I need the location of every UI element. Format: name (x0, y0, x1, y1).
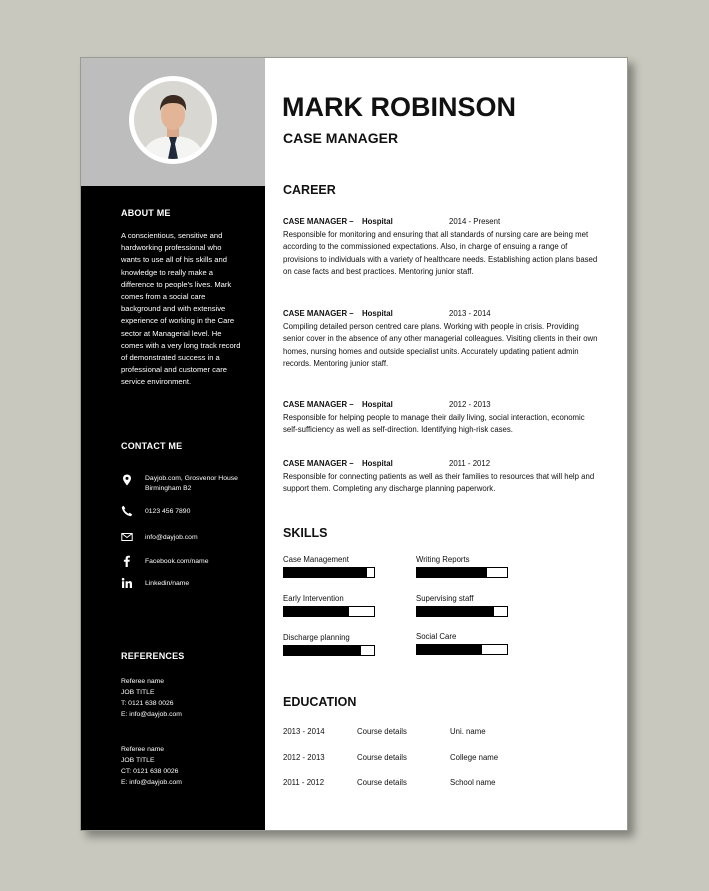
reference-item (121, 676, 182, 720)
contact-facebook (121, 555, 251, 577)
career-heading: CAREER (283, 183, 336, 197)
education-course: Course details (357, 778, 407, 787)
career-role: CASE MANAGER – (283, 459, 354, 468)
education-years: 2011 - 2012 (283, 778, 325, 787)
skill-bar-fill (417, 568, 487, 577)
career-entry (283, 308, 601, 371)
referee-name: Referee name (121, 678, 165, 685)
references-heading: REFERENCES (121, 651, 185, 661)
skill-bar (416, 567, 508, 578)
career-entry (283, 458, 601, 496)
career-role: CASE MANAGER – (283, 309, 354, 318)
skill-item (283, 555, 378, 578)
skill-label: Case Management (283, 555, 349, 564)
contact-linkedin (121, 577, 251, 599)
skill-label: Supervising staff (416, 594, 474, 603)
about-text: A conscientious, sensitive and hardworking professional who wants to use all of his skills and knowledge to really make a difference to people's lives. Mark comes from a social care background and with extensive experience of working in the Care sector at Managerial level. He comes with a very long track record of demonstrated success in a professional and customer care service environment. (121, 231, 241, 387)
career-dates: 2014 - Present (449, 217, 501, 226)
linkedin-text[interactable]: Linkedin/name (145, 580, 190, 587)
education-course: Course details (357, 753, 407, 762)
skill-bar-fill (284, 607, 349, 616)
reference-item (121, 744, 182, 788)
career-entry (283, 399, 601, 437)
referee-phone: CT: 0121 638 0026 (121, 768, 179, 775)
linkedin-icon (121, 577, 133, 589)
job-title: CASE MANAGER (283, 130, 399, 146)
career-dates: 2012 - 2013 (449, 400, 491, 409)
education-row (283, 778, 603, 790)
contact-phone (121, 505, 251, 527)
skills-heading: SKILLS (283, 526, 328, 540)
skill-label: Early Intervention (283, 594, 344, 603)
career-dates: 2011 - 2012 (449, 459, 491, 468)
skill-item (283, 594, 378, 617)
phone-icon (121, 505, 133, 517)
education-row (283, 753, 603, 765)
referee-email: E: info@dayjob.com (121, 711, 182, 718)
resume-page (80, 57, 628, 831)
phone-text[interactable]: 0123 456 7890 (145, 508, 191, 515)
skill-item (283, 633, 378, 656)
referee-phone: T: 0121 638 0026 (121, 700, 174, 707)
education-years: 2013 - 2014 (283, 727, 325, 736)
education-school: College name (450, 753, 499, 762)
skill-bar (283, 645, 375, 656)
about-heading: ABOUT ME (121, 208, 171, 218)
contact-email (121, 531, 251, 553)
skill-item (416, 555, 511, 578)
location-pin-icon (121, 474, 133, 486)
referee-name: Referee name (121, 746, 165, 753)
career-description: Responsible for connecting patients as well as their families to resources that will help and support them. Completing any discharge planning paperwork. (283, 471, 595, 494)
career-entry (283, 216, 601, 279)
skill-label: Writing Reports (416, 555, 470, 564)
address-text: Dayjob.com, Grosvenor House Birmingham B2 (145, 475, 238, 492)
career-place: Hospital (362, 309, 393, 318)
profile-photo (134, 81, 212, 159)
referee-job: JOB TITLE (121, 689, 155, 696)
referee-job: JOB TITLE (121, 757, 155, 764)
career-place: Hospital (362, 217, 393, 226)
career-description: Responsible for helping people to manage their daily living, social interaction, economic self-sufficiency as well as self-direction. Identifying high-risk cases. (283, 412, 585, 435)
email-text[interactable]: info@dayjob.com (145, 534, 198, 541)
skill-label: Social Care (416, 632, 457, 641)
skill-item (416, 632, 511, 655)
career-place: Hospital (362, 400, 393, 409)
skill-bar (416, 644, 508, 655)
education-school: Uni. name (450, 727, 486, 736)
skill-item (416, 594, 511, 617)
career-role: CASE MANAGER – (283, 400, 354, 409)
avatar (129, 76, 217, 164)
career-description: Compiling detailed person centred care plans. Working with people in crisis. Providing senior cover in the absence of any other managerial colleagues. Visiting clients in their own homes, nursing homes and outside specialist units. Accurately updating patient admin records. Mentoring junior staff. (283, 321, 598, 369)
skill-bar-fill (417, 645, 482, 654)
education-row (283, 727, 603, 739)
career-description: Responsible for monitoring and ensuring that all standards of nursing care are being met according to the commissioned expectations. Also, in charge of ensuing a range of provisions to individuals with a variety of healthcare needs. Establishing action plans based on case facts and best practices. Mentoring junior staff. (283, 229, 598, 277)
facebook-text[interactable]: Facebook.com/name (145, 558, 209, 565)
sidebar (81, 58, 265, 830)
referee-email: E: info@dayjob.com (121, 779, 182, 786)
contact-heading: CONTACT ME (121, 441, 183, 451)
education-course: Course details (357, 727, 407, 736)
skill-bar (283, 567, 375, 578)
career-dates: 2013 - 2014 (449, 309, 491, 318)
education-school: School name (450, 778, 496, 787)
skill-bar (416, 606, 508, 617)
skill-bar-fill (417, 607, 494, 616)
candidate-name: MARK ROBINSON (282, 92, 516, 122)
career-role: CASE MANAGER – (283, 217, 354, 226)
photo-band (81, 58, 265, 186)
facebook-icon (121, 555, 133, 567)
email-icon (121, 531, 133, 543)
skill-bar-fill (284, 568, 367, 577)
skill-bar-fill (284, 646, 361, 655)
skill-label: Discharge planning (283, 633, 350, 642)
career-place: Hospital (362, 459, 393, 468)
contact-address (121, 474, 251, 496)
skill-bar (283, 606, 375, 617)
education-heading: EDUCATION (283, 695, 357, 709)
education-years: 2012 - 2013 (283, 753, 325, 762)
